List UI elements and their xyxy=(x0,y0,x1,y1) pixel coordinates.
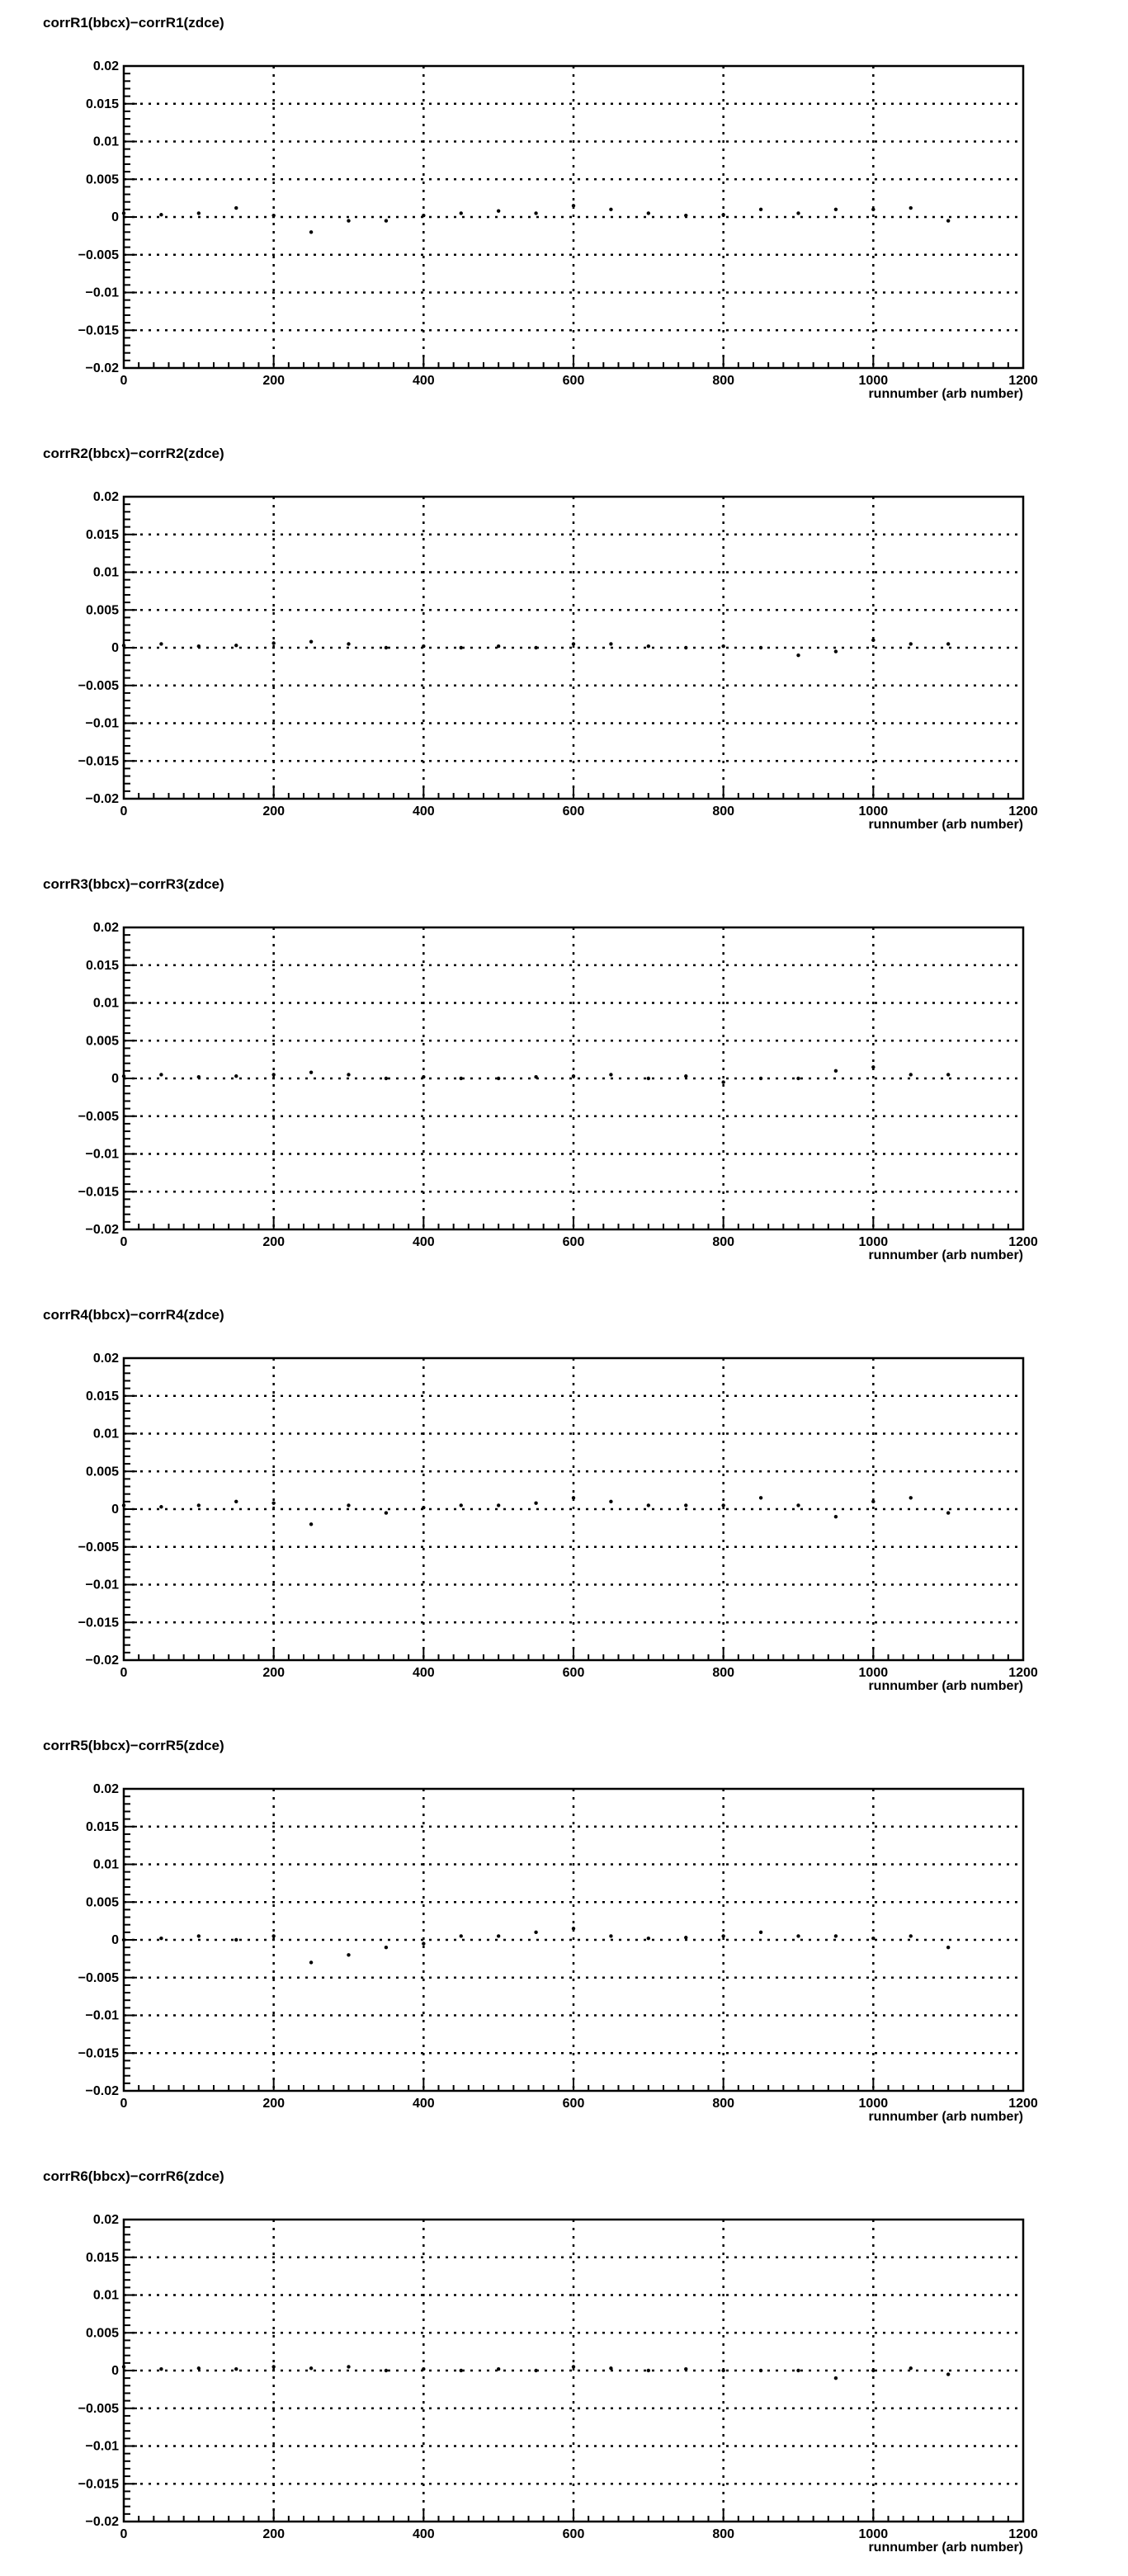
data-point xyxy=(946,642,950,645)
data-point xyxy=(684,646,687,649)
chart-title: corrR5(bbcx)−corrR5(zdce) xyxy=(43,1738,224,1753)
data-point xyxy=(122,2365,125,2368)
x-tick-label: 600 xyxy=(562,1235,585,1249)
x-tick-label: 200 xyxy=(262,374,286,388)
y-tick-label: −0.015 xyxy=(78,754,119,769)
data-point xyxy=(647,1077,650,1080)
chart-svg xyxy=(0,431,1128,853)
x-tick-label: 1200 xyxy=(1008,374,1038,388)
y-tick-label: 0.005 xyxy=(85,1465,119,1479)
y-tick-label: −0.01 xyxy=(85,2439,119,2454)
chart-title: corrR6(bbcx)−corrR6(zdce) xyxy=(43,2168,224,2184)
data-point xyxy=(759,2369,762,2372)
x-tick-label: 200 xyxy=(262,1666,286,1680)
x-axis-title: runnumber (arb number) xyxy=(868,2110,1023,2124)
data-point xyxy=(234,2367,238,2371)
data-point xyxy=(609,642,612,645)
data-point xyxy=(271,1934,275,1937)
x-tick-label: 0 xyxy=(120,804,128,819)
y-tick-label: 0.01 xyxy=(92,1427,119,1441)
data-point xyxy=(796,2369,800,2372)
y-tick-label: −0.01 xyxy=(85,1578,119,1592)
x-axis-title: runnumber (arb number) xyxy=(868,2541,1023,2555)
data-point xyxy=(909,2366,913,2370)
data-point xyxy=(309,230,313,234)
data-point xyxy=(871,639,875,642)
y-tick-label: 0.01 xyxy=(92,565,119,580)
data-point xyxy=(197,1075,201,1078)
x-tick-label: 600 xyxy=(562,1666,585,1680)
data-point xyxy=(909,642,913,645)
y-tick-label: 0.02 xyxy=(92,490,119,504)
x-tick-label: 400 xyxy=(412,2097,435,2111)
y-tick-label: −0.015 xyxy=(78,2477,119,2492)
x-axis-title: runnumber (arb number) xyxy=(868,1679,1023,1693)
data-point xyxy=(122,211,125,215)
data-point xyxy=(572,1074,575,1078)
x-tick-label: 1000 xyxy=(858,2097,889,2111)
data-point xyxy=(759,1077,762,1080)
data-point xyxy=(497,209,500,212)
y-tick-label: −0.02 xyxy=(85,1223,119,1237)
y-tick-label: −0.01 xyxy=(85,716,119,731)
chart-svg xyxy=(0,861,1128,1284)
chart-svg xyxy=(0,2154,1128,2576)
data-point xyxy=(159,642,163,645)
data-point xyxy=(347,1073,350,1076)
data-point xyxy=(534,1931,537,1934)
y-tick-label: −0.02 xyxy=(85,1654,119,1668)
data-point xyxy=(796,1503,800,1507)
data-point xyxy=(647,644,650,648)
y-tick-label: 0.015 xyxy=(85,1819,119,1834)
y-tick-label: −0.005 xyxy=(78,1540,119,1555)
data-point xyxy=(759,208,762,211)
data-point xyxy=(460,1503,463,1507)
data-point xyxy=(159,1505,163,1508)
data-point xyxy=(422,214,425,217)
data-point xyxy=(460,211,463,215)
y-tick-label: −0.01 xyxy=(85,2008,119,2023)
y-tick-label: −0.02 xyxy=(85,2515,119,2529)
data-point xyxy=(909,1496,913,1499)
data-point xyxy=(909,1934,913,1937)
data-point xyxy=(271,2365,275,2368)
data-point xyxy=(721,1934,724,1937)
y-tick-label: −0.015 xyxy=(78,1185,119,1200)
data-point xyxy=(759,1931,762,1934)
data-point xyxy=(534,1501,537,1504)
y-tick-label: 0.01 xyxy=(92,1857,119,1872)
data-point xyxy=(946,1073,950,1076)
x-tick-label: 1200 xyxy=(1008,1235,1038,1249)
data-point xyxy=(385,1077,388,1080)
data-point xyxy=(159,213,163,216)
chart-panel xyxy=(0,861,1128,1284)
x-tick-label: 800 xyxy=(712,1666,735,1680)
y-tick-label: 0 xyxy=(111,1072,119,1086)
x-tick-label: 400 xyxy=(412,1235,435,1249)
data-point xyxy=(796,653,800,657)
y-tick-label: −0.005 xyxy=(78,248,119,262)
y-tick-label: −0.02 xyxy=(85,361,119,375)
x-tick-label: 1200 xyxy=(1008,2527,1038,2541)
data-point xyxy=(347,219,350,222)
y-tick-label: 0.02 xyxy=(92,921,119,935)
y-tick-label: 0.005 xyxy=(85,1034,119,1049)
data-point xyxy=(834,649,838,653)
data-point xyxy=(834,208,838,211)
x-axis-title: runnumber (arb number) xyxy=(868,1248,1023,1262)
data-point xyxy=(159,2367,163,2371)
y-tick-label: 0 xyxy=(111,641,119,655)
data-point xyxy=(796,211,800,215)
data-point xyxy=(497,2367,500,2371)
x-axis-title: runnumber (arb number) xyxy=(868,387,1023,401)
data-point xyxy=(609,1500,612,1503)
data-point xyxy=(647,1503,650,1507)
x-tick-label: 400 xyxy=(412,374,435,388)
data-point xyxy=(197,211,201,215)
data-point xyxy=(721,1503,724,1507)
data-point xyxy=(497,1934,500,1937)
data-point xyxy=(684,1936,687,1939)
y-tick-label: −0.01 xyxy=(85,285,119,300)
data-point xyxy=(647,211,650,215)
data-point xyxy=(159,1073,163,1076)
y-tick-label: 0 xyxy=(111,210,119,224)
data-point xyxy=(871,1065,875,1069)
data-point xyxy=(309,1070,313,1073)
data-point xyxy=(572,1496,575,1499)
data-point xyxy=(122,1503,125,1507)
data-point xyxy=(271,1501,275,1504)
data-point xyxy=(609,208,612,211)
chart-svg xyxy=(0,1292,1128,1715)
data-point xyxy=(721,213,724,216)
data-point xyxy=(871,1500,875,1503)
data-point xyxy=(572,642,575,645)
data-point xyxy=(572,1927,575,1930)
x-tick-label: 0 xyxy=(120,2527,128,2541)
data-point xyxy=(234,1074,238,1078)
y-tick-label: −0.005 xyxy=(78,678,119,693)
x-tick-label: 0 xyxy=(120,1235,128,1249)
x-tick-label: 0 xyxy=(120,2097,128,2111)
x-tick-label: 600 xyxy=(562,804,585,819)
x-tick-label: 200 xyxy=(262,804,286,819)
y-tick-label: 0.01 xyxy=(92,2288,119,2303)
data-point xyxy=(647,2369,650,2372)
data-point xyxy=(834,1069,838,1073)
data-point xyxy=(271,641,275,644)
data-point xyxy=(234,1500,238,1503)
data-point xyxy=(721,2369,724,2372)
y-tick-label: −0.005 xyxy=(78,1109,119,1124)
data-point xyxy=(460,1934,463,1937)
data-point xyxy=(159,1937,163,1940)
data-point xyxy=(497,644,500,648)
x-axis-title: runnumber (arb number) xyxy=(868,818,1023,832)
data-point xyxy=(460,1077,463,1080)
data-point xyxy=(871,2369,875,2372)
x-tick-label: 200 xyxy=(262,2527,286,2541)
data-point xyxy=(234,644,238,647)
x-tick-label: 1000 xyxy=(858,1235,889,1249)
data-point xyxy=(234,206,238,210)
data-point xyxy=(796,1934,800,1937)
y-tick-label: 0.005 xyxy=(85,1895,119,1910)
data-point xyxy=(834,2376,838,2380)
data-point xyxy=(197,2366,201,2370)
data-point xyxy=(946,1511,950,1514)
data-point xyxy=(347,642,350,645)
chart-panel xyxy=(0,1292,1128,1715)
data-point xyxy=(572,204,575,207)
y-tick-label: 0 xyxy=(111,1933,119,1947)
y-tick-label: 0.005 xyxy=(85,172,119,187)
y-tick-label: 0 xyxy=(111,1503,119,1517)
data-point xyxy=(385,2369,388,2372)
data-point xyxy=(385,1511,388,1514)
x-tick-label: 800 xyxy=(712,374,735,388)
y-tick-label: 0.01 xyxy=(92,134,119,149)
data-point xyxy=(721,1080,724,1083)
data-point xyxy=(609,1073,612,1076)
data-point xyxy=(721,644,724,648)
data-point xyxy=(834,1934,838,1937)
y-tick-label: −0.02 xyxy=(85,2084,119,2098)
data-point xyxy=(609,1934,612,1937)
y-tick-label: −0.02 xyxy=(85,792,119,806)
data-point xyxy=(497,1503,500,1507)
x-tick-label: 1000 xyxy=(858,374,889,388)
y-tick-label: 0.02 xyxy=(92,1782,119,1796)
data-point xyxy=(909,1073,913,1076)
data-point xyxy=(759,1496,762,1499)
y-tick-label: 0 xyxy=(111,2364,119,2378)
x-tick-label: 600 xyxy=(562,374,585,388)
x-tick-label: 800 xyxy=(712,2097,735,2111)
data-point xyxy=(122,1074,125,1078)
data-point xyxy=(834,1515,838,1518)
y-tick-label: −0.005 xyxy=(78,1970,119,1985)
y-tick-label: 0.015 xyxy=(85,2250,119,2265)
chart-panel xyxy=(0,431,1128,853)
data-point xyxy=(909,206,913,210)
data-point xyxy=(309,2366,313,2370)
data-point xyxy=(197,644,201,648)
chart-title: corrR4(bbcx)−corrR4(zdce) xyxy=(43,1307,224,1323)
data-point xyxy=(422,1075,425,1078)
data-point xyxy=(684,214,687,217)
data-point xyxy=(497,1077,500,1080)
data-point xyxy=(309,1522,313,1526)
x-tick-label: 800 xyxy=(712,1235,735,1249)
data-point xyxy=(871,208,875,211)
chart-title: corrR1(bbcx)−corrR1(zdce) xyxy=(43,15,224,31)
data-point xyxy=(534,211,537,215)
y-tick-label: −0.015 xyxy=(78,1616,119,1630)
data-point xyxy=(796,1077,800,1080)
x-tick-label: 600 xyxy=(562,2097,585,2111)
y-tick-label: 0.015 xyxy=(85,1389,119,1404)
x-tick-label: 200 xyxy=(262,1235,286,1249)
data-point xyxy=(422,1941,425,1945)
y-tick-label: 0.015 xyxy=(85,527,119,542)
x-tick-label: 1200 xyxy=(1008,1666,1038,1680)
data-point xyxy=(197,1934,201,1937)
x-tick-label: 800 xyxy=(712,804,735,819)
data-point xyxy=(871,1937,875,1940)
data-point xyxy=(422,2367,425,2371)
y-tick-label: −0.015 xyxy=(78,2046,119,2061)
data-point xyxy=(534,1075,537,1078)
x-tick-label: 600 xyxy=(562,2527,585,2541)
data-point xyxy=(347,2365,350,2368)
data-point xyxy=(460,646,463,649)
data-point xyxy=(122,1938,125,1941)
data-point xyxy=(946,2372,950,2375)
x-tick-label: 1000 xyxy=(858,804,889,819)
y-tick-label: 0.01 xyxy=(92,996,119,1011)
data-point xyxy=(647,1937,650,1940)
data-point xyxy=(422,644,425,648)
y-tick-label: 0.005 xyxy=(85,2326,119,2341)
data-point xyxy=(271,1073,275,1076)
y-tick-label: −0.015 xyxy=(78,323,119,338)
data-point xyxy=(422,1506,425,1509)
data-point xyxy=(946,219,950,222)
chart-svg xyxy=(0,1723,1128,2145)
data-point xyxy=(946,1946,950,1949)
data-point xyxy=(347,1503,350,1507)
data-point xyxy=(759,646,762,649)
y-tick-label: −0.005 xyxy=(78,2401,119,2416)
data-point xyxy=(234,1938,238,1941)
data-point xyxy=(122,644,125,647)
chart-panel xyxy=(0,1723,1128,2145)
data-point xyxy=(684,1503,687,1507)
x-tick-label: 400 xyxy=(412,1666,435,1680)
data-point xyxy=(271,214,275,217)
y-tick-label: 0.005 xyxy=(85,603,119,618)
data-point xyxy=(572,2365,575,2368)
x-tick-label: 200 xyxy=(262,2097,286,2111)
x-tick-label: 0 xyxy=(120,374,128,388)
x-tick-label: 1000 xyxy=(858,1666,889,1680)
chart-panel xyxy=(0,2154,1128,2576)
y-tick-label: 0.015 xyxy=(85,958,119,973)
data-point xyxy=(460,2369,463,2372)
chart-svg xyxy=(0,0,1128,422)
y-tick-label: 0.015 xyxy=(85,97,119,111)
data-point xyxy=(684,1074,687,1078)
chart-title: corrR2(bbcx)−corrR2(zdce) xyxy=(43,446,224,461)
chart-title: corrR3(bbcx)−corrR3(zdce) xyxy=(43,876,224,892)
data-point xyxy=(385,646,388,649)
data-point xyxy=(534,2369,537,2372)
y-tick-label: 0.02 xyxy=(92,1352,119,1366)
x-tick-label: 1000 xyxy=(858,2527,889,2541)
data-point xyxy=(197,1503,201,1507)
data-point xyxy=(684,2367,687,2371)
data-point xyxy=(385,1946,388,1949)
y-tick-label: 0.02 xyxy=(92,59,119,73)
chart-panel xyxy=(0,0,1128,422)
y-tick-label: 0.02 xyxy=(92,2213,119,2227)
data-point xyxy=(534,646,537,649)
data-point xyxy=(385,219,388,222)
x-tick-label: 400 xyxy=(412,2527,435,2541)
data-point xyxy=(347,1953,350,1956)
x-tick-label: 1200 xyxy=(1008,2097,1038,2111)
data-point xyxy=(609,2366,612,2370)
x-tick-label: 400 xyxy=(412,804,435,819)
data-point xyxy=(309,639,313,643)
x-tick-label: 800 xyxy=(712,2527,735,2541)
x-tick-label: 0 xyxy=(120,1666,128,1680)
y-tick-label: −0.01 xyxy=(85,1147,119,1162)
data-point xyxy=(309,1960,313,1964)
x-tick-label: 1200 xyxy=(1008,804,1038,819)
